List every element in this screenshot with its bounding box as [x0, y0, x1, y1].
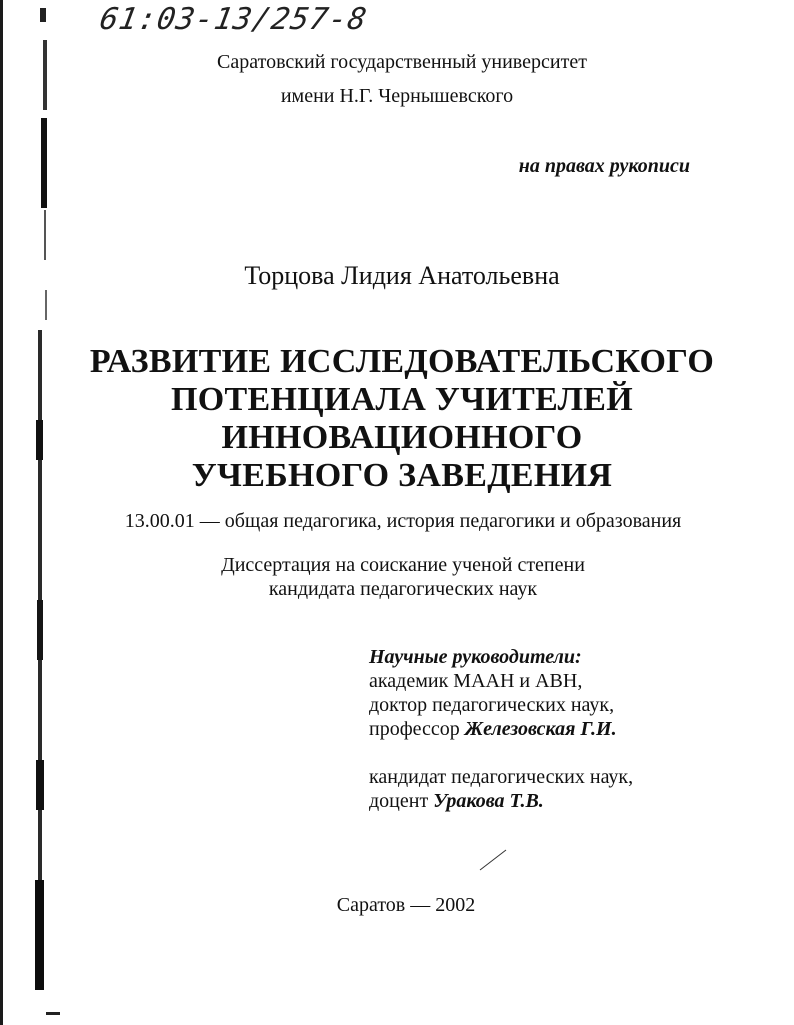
supervisor1-name: Железовская Г.И.: [464, 718, 617, 740]
supervisor1-degree: доктор педагогических наук,: [369, 694, 615, 716]
handwritten-registration-code: 61:03-13/257-8: [96, 2, 370, 37]
thesis-title: [0, 343, 794, 495]
title-line: ИННОВАЦИОННОГО: [221, 419, 583, 456]
supervisor2-name: Уракова Т.В.: [433, 790, 544, 812]
university-name: Саратовский государственный университет: [217, 51, 587, 73]
dissertation-degree-line2: кандидата педагогических наук: [268, 578, 538, 600]
author-name: Торцова Лидия Анатольевна: [244, 261, 560, 290]
supervisor1-rank-line: [369, 717, 633, 741]
supervisors-block: [369, 645, 633, 813]
supervisor2-rank: доцент: [369, 790, 434, 812]
supervisor2-degree: кандидат педагогических наук,: [369, 766, 634, 788]
title-line: УЧЕБНОГО ЗАВЕДЕНИЯ: [191, 457, 613, 494]
supervisor2-rank-line: [369, 789, 633, 813]
city-and-year: Саратов — 2002: [336, 894, 476, 916]
title-line: ПОТЕНЦИАЛА УЧИТЕЛЕЙ: [171, 381, 633, 418]
dissertation-degree: Диссертация на соискание ученой степени: [221, 554, 585, 576]
manuscript-rights-note: на правах рукописи: [518, 155, 690, 177]
pen-stroke-mark: [478, 848, 508, 872]
title-line: РАЗВИТИЕ ИССЛЕДОВАТЕЛЬСКОГО: [89, 343, 715, 380]
specialty-code: 13.00.01 — общая педагогика, история педагогики и образования: [124, 510, 682, 532]
supervisor1-title: академик МААН и АВН,: [369, 670, 583, 692]
university-name-line2: имени Н.Г. Чернышевского: [280, 85, 514, 107]
supervisor1-rank: профессор: [369, 718, 465, 740]
supervisors-heading: Научные руководители:: [369, 646, 582, 668]
